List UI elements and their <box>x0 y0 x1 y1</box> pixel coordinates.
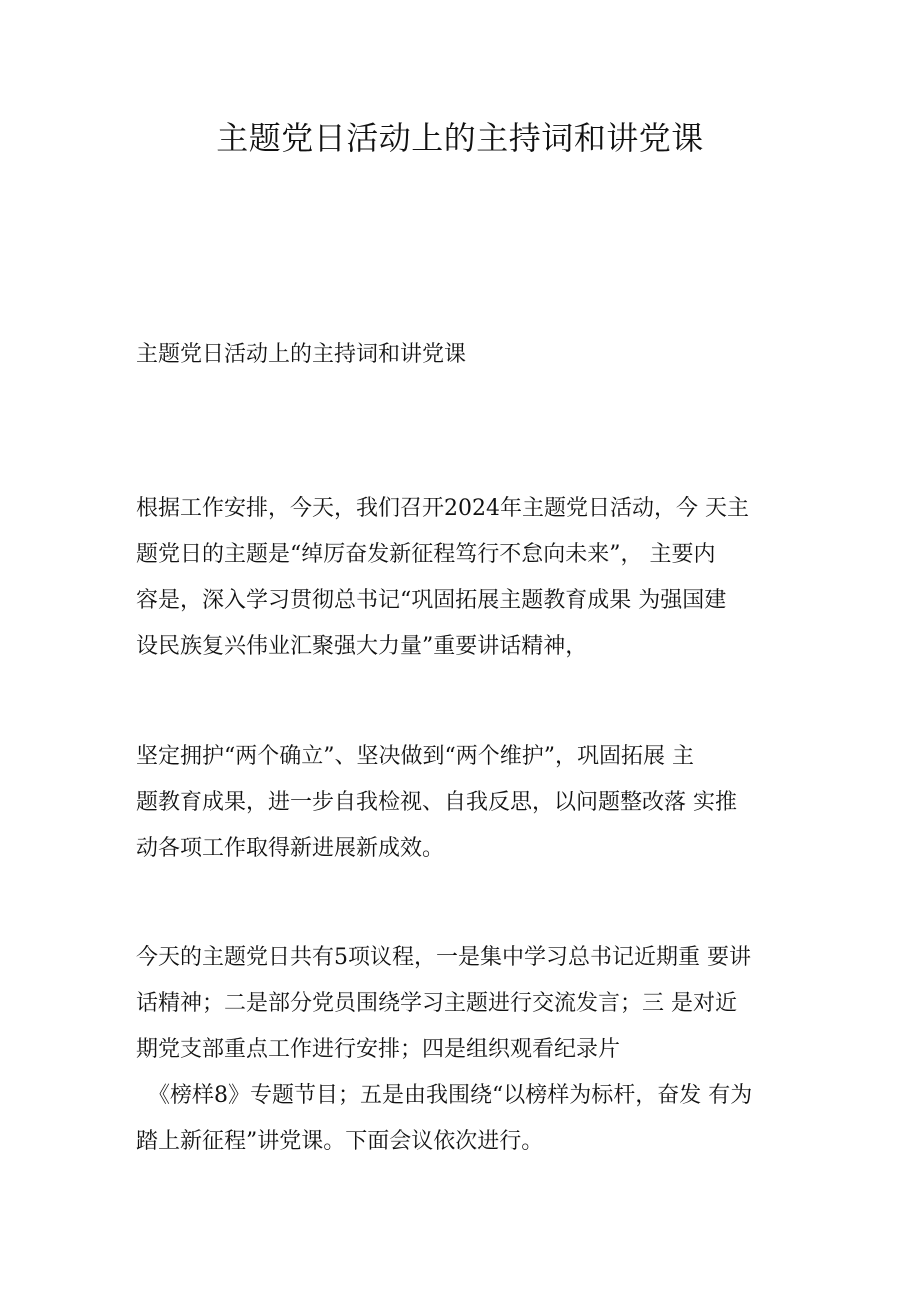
paragraph-line: 题教育成果，进一步自我检视、自我反思，以问题整改落 实推 <box>136 790 737 815</box>
paragraph-line: 《榜样8》专题节目；五是由我围绕“以榜样为标杆，奋发 有为 <box>148 1083 753 1108</box>
paragraph-line: 根据工作安排，今天，我们召开2024年主题党日活动，今 天主 <box>136 496 749 521</box>
paragraph-line: 题党日的主题是“绰厉奋发新征程笃行不怠向未来”， 主要内 <box>136 542 716 567</box>
paragraph-line: 设民族复兴伟业汇聚强大力量”重要讲话精神， <box>136 634 588 659</box>
paragraph-line: 容是，深入学习贯彻总书记“巩固拓展主题教育成果 为强国建 <box>136 588 727 613</box>
paragraph-line: 话精神；二是部分党员围绕学习主题进行交流发言；三 是对近 <box>136 991 737 1016</box>
paragraph-line: 动各项工作取得新进展新成效。 <box>136 836 445 861</box>
paragraph-line: 期党支部重点工作进行安排；四是组织观看纪录片 <box>136 1037 621 1062</box>
document-title: 主题党日活动上的主持词和讲党课 <box>216 119 704 157</box>
paragraph-1 <box>136 486 794 670</box>
paragraph-2 <box>136 734 794 872</box>
paragraph-3 <box>136 935 794 1165</box>
paragraph-line: 坚定拥护“两个确立”、坚决做到“两个维护”，巩固拓展 主 <box>136 744 694 769</box>
document-subtitle: 主题党日活动上的主持词和讲党课 <box>136 342 467 367</box>
paragraph-line: 踏上新征程”讲党课。下面会议依次进行。 <box>136 1129 544 1154</box>
paragraph-line: 今天的主题党日共有5项议程，一是集中学习总书记近期重 要讲 <box>136 945 751 970</box>
